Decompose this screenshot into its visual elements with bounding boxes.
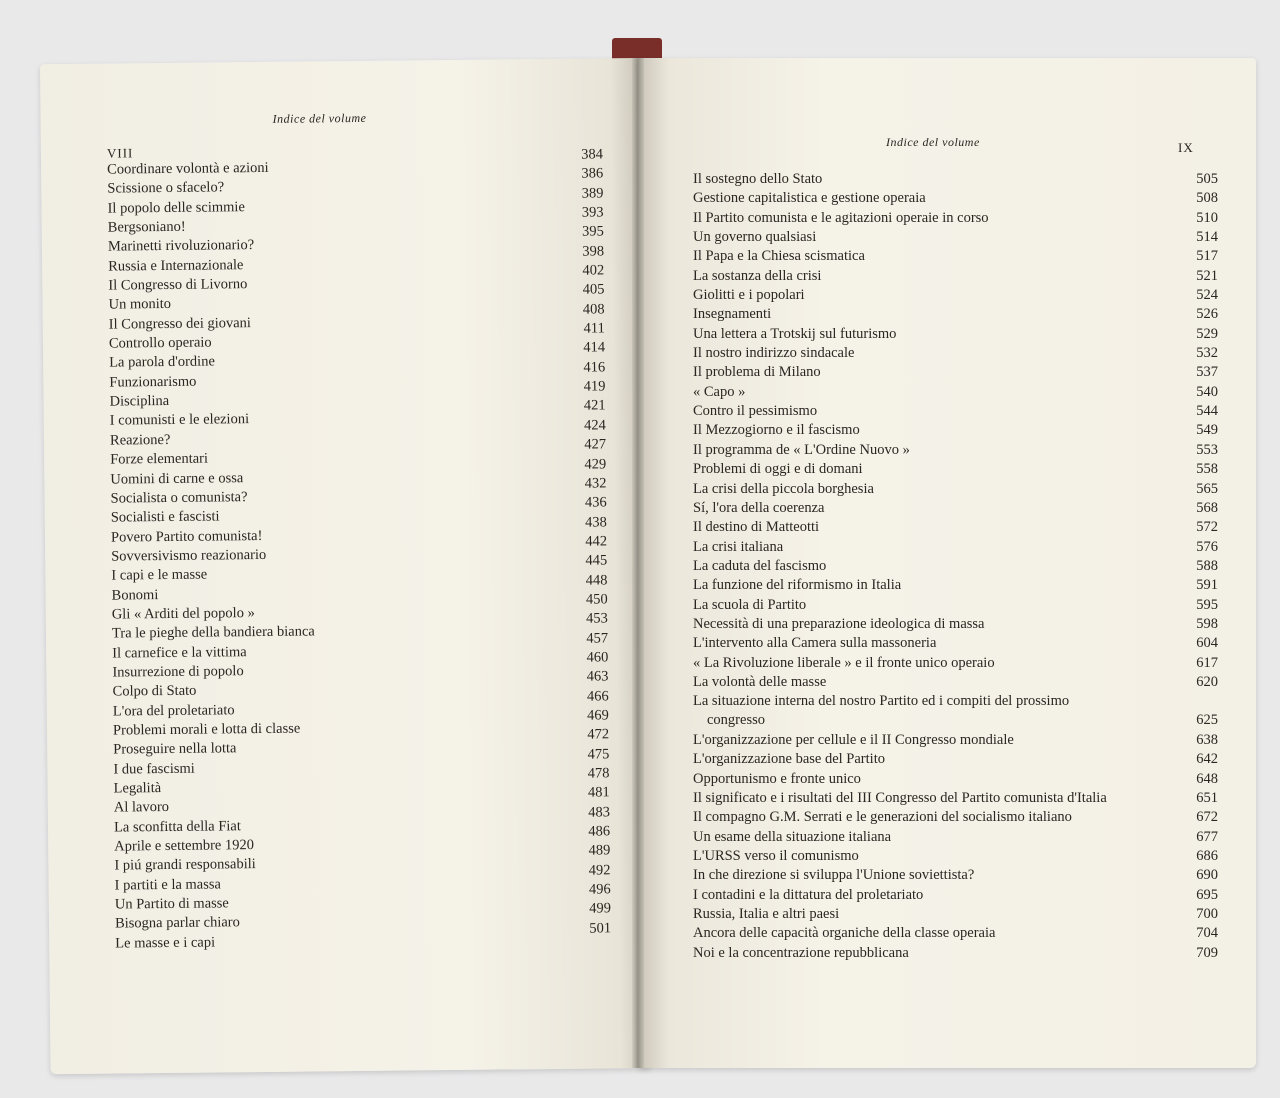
toc-entry-title: Il significato e i risultati del III Congresso del Partito comunista d'Italia xyxy=(693,790,1107,806)
toc-entry-page: 424 xyxy=(584,417,606,434)
toc-entry-page: 438 xyxy=(585,513,607,531)
toc-entry-title: Sí, l'ora della coerenza xyxy=(693,499,825,516)
running-head-right: Indice del volume xyxy=(886,135,980,149)
toc-entry-page: 553 xyxy=(1196,441,1218,458)
toc-entry xyxy=(693,209,1218,228)
toc-entry-title: Ancora delle capacità organiche della classe operaia xyxy=(693,925,996,942)
toc-entry-title: La scuola di Partito xyxy=(693,596,807,613)
toc-entry-title: Socialista o comunista? xyxy=(110,488,248,507)
toc-entry xyxy=(693,654,1218,673)
toc-entry xyxy=(693,480,1218,499)
toc-entry xyxy=(693,189,1218,208)
toc-entry-page: 568 xyxy=(1196,499,1218,516)
right-page xyxy=(638,58,1256,1068)
toc-entry-title: Un esame della situazione italiana xyxy=(693,828,892,845)
toc-entry xyxy=(693,363,1218,382)
toc-entry xyxy=(693,886,1218,905)
toc-entry-page: 427 xyxy=(584,436,607,453)
toc-entry-title: Problemi di oggi e di domani xyxy=(693,461,863,478)
toc-entry-title: I partiti e la massa xyxy=(114,876,222,894)
toc-entry-title: Insurrezione di popolo xyxy=(112,663,244,681)
toc-entry-page: 625 xyxy=(1196,712,1218,729)
toc-entry xyxy=(693,576,1218,595)
open-book xyxy=(40,32,1262,1084)
toc-entry-title: Bonomi xyxy=(111,586,159,604)
toc-entry-page: 414 xyxy=(583,339,606,357)
toc-entry xyxy=(693,924,1218,943)
toc-entry-page: 453 xyxy=(586,610,608,627)
toc-entry xyxy=(693,383,1218,402)
toc-entry-title: L'organizzazione base del Partito xyxy=(693,751,885,768)
toc-entry xyxy=(693,692,1218,731)
toc-entry-title: Il Congresso dei giovani xyxy=(108,314,252,333)
toc-entry-title: L'intervento alla Camera sulla massoneria xyxy=(693,635,937,652)
toc-entry-title: Il Mezzogiorno e il fascismo xyxy=(693,422,860,439)
toc-entry-title: Il problema di Milano xyxy=(693,364,821,381)
toc-entry-page: 457 xyxy=(586,629,609,647)
toc-entry xyxy=(693,460,1218,479)
toc-entry-page: 695 xyxy=(1196,886,1218,903)
toc-entry xyxy=(693,750,1218,769)
toc-entry-page: 395 xyxy=(581,223,604,240)
toc-entry-page: 481 xyxy=(587,784,610,801)
folio-right: IX xyxy=(1178,140,1194,155)
toc-entry-page: 576 xyxy=(1196,538,1218,555)
toc-entry-page: 604 xyxy=(1196,635,1218,652)
toc-entry-page: 540 xyxy=(1196,383,1218,400)
toc-entry-page: 690 xyxy=(1196,867,1218,884)
toc-entry-title: La volontà delle masse xyxy=(693,673,827,690)
toc-list-right xyxy=(693,170,1218,963)
toc-entry-title: La crisi della piccola borghesia xyxy=(693,480,874,497)
toc-entry-title: Al lavoro xyxy=(113,799,170,816)
toc-entry-title: Povero Partito comunista! xyxy=(110,527,263,546)
toc-entry-page: 558 xyxy=(1196,461,1218,478)
toc-entry-title: Insegnamenti xyxy=(693,306,772,323)
toc-entry-page: 638 xyxy=(1196,731,1218,748)
toc-entry-title: Gestione capitalistica e gestione operaia xyxy=(693,190,926,207)
toc-entry-page: 466 xyxy=(586,687,609,705)
toc-entry-page: 514 xyxy=(1196,229,1218,246)
toc-entry-page: 405 xyxy=(582,281,605,299)
toc-entry-title: Forze elementari xyxy=(110,450,209,468)
toc-entry-page: 517 xyxy=(1196,248,1218,265)
toc-entry-title: La caduta del fascismo xyxy=(693,557,827,574)
toc-entry-page: 460 xyxy=(586,649,609,666)
toc-entry-title: I piú grandi responsabili xyxy=(114,856,256,874)
toc-entry xyxy=(693,325,1218,344)
toc-entry-title: Scissione o sfacelo? xyxy=(107,179,225,197)
toc-entry-title: I contadini e la dittatura del proletariato xyxy=(693,886,924,903)
toc-entry-page: 532 xyxy=(1196,345,1218,362)
toc-entry xyxy=(693,286,1218,305)
running-head-left: Indice del volume xyxy=(272,110,367,126)
toc-entry xyxy=(693,596,1218,615)
toc-entry-title: Bergsoniano! xyxy=(107,218,186,236)
toc-entry-title: La funzione del riformismo in Italia xyxy=(693,577,902,594)
toc-entry-title: Proseguire nella lotta xyxy=(113,740,237,758)
toc-entry xyxy=(693,344,1218,363)
toc-entry-page: 384 xyxy=(581,146,604,163)
toc-entry xyxy=(693,441,1218,460)
toc-entry-title: Giolitti e i popolari xyxy=(693,287,805,304)
toc-entry-page: 508 xyxy=(1196,190,1218,207)
toc-entry-page: 489 xyxy=(588,842,611,859)
toc-entry-page: 642 xyxy=(1196,751,1218,768)
toc-entry-page: 408 xyxy=(582,301,605,318)
toc-entry-page: 526 xyxy=(1196,306,1218,323)
toc-entry xyxy=(693,808,1218,827)
toc-entry-page: 648 xyxy=(1196,770,1218,787)
toc-entry-title: Il nostro indirizzo sindacale xyxy=(693,345,855,362)
toc-entry-title: La crisi italiana xyxy=(693,538,784,555)
toc-entry-page: 529 xyxy=(1196,325,1218,342)
toc-entry-page: 499 xyxy=(589,900,611,917)
toc-entry-page: 402 xyxy=(582,262,605,279)
toc-entry-page: 469 xyxy=(587,707,609,724)
toc-entry-page: 709 xyxy=(1196,944,1218,961)
toc-entry-page: 398 xyxy=(582,243,605,260)
toc-entry xyxy=(693,557,1218,576)
toc-entry-page: 505 xyxy=(1196,171,1218,187)
toc-entry xyxy=(693,267,1218,286)
toc-entry-page: 416 xyxy=(583,359,606,376)
toc-entry-title: Uomini di carne e ossa xyxy=(110,469,244,488)
toc-entry xyxy=(693,228,1218,247)
toc-entry-title: I due fascismi xyxy=(113,760,195,778)
toc-entry xyxy=(693,518,1218,537)
toc-entry-title: In che direzione si sviluppa l'Unione soviettista? xyxy=(693,867,975,884)
toc-entry-page: 501 xyxy=(589,920,612,937)
toc-entry-title: La situazione interna del nostro Partito ed i compiti del prossimo xyxy=(693,693,1070,710)
toc-entry-page: 617 xyxy=(1196,654,1218,671)
toc-entry-title: Sovversivismo reazionario xyxy=(111,546,267,565)
toc-entry xyxy=(693,305,1218,324)
toc-entry-title: Reazione? xyxy=(109,431,171,449)
toc-entry-title: Il Partito comunista e le agitazioni operaie in corso xyxy=(693,209,989,226)
toc-entry-title: Il compagno G.M. Serrati e le generazioni del socialismo italiano xyxy=(693,809,1072,826)
toc-entry xyxy=(693,905,1218,924)
toc-entry xyxy=(693,499,1218,518)
toc-entry-title: Il popolo delle scimmie xyxy=(107,198,245,217)
toc-entry xyxy=(693,402,1218,421)
toc-entry-title: Disciplina xyxy=(109,393,170,410)
toc-entry-title: Un governo qualsiasi xyxy=(693,229,817,246)
toc-entry-title: Russia e Internazionale xyxy=(108,256,244,275)
toc-entry-page: 549 xyxy=(1196,422,1218,439)
toc-entry-title: La sostanza della crisi xyxy=(693,267,822,284)
toc-entry-page: 672 xyxy=(1196,809,1218,826)
toc-entry-page: 686 xyxy=(1196,848,1218,865)
toc-entry-page: 598 xyxy=(1196,615,1218,632)
toc-entry-title: Una lettera a Trotskij sul futurismo xyxy=(693,325,897,342)
toc-entry-title: Un Partito di masse xyxy=(114,895,229,913)
toc-entry-title: I capi e le masse xyxy=(111,566,208,584)
toc-entry-page: 704 xyxy=(1196,925,1218,942)
toc-entry xyxy=(693,247,1218,266)
toc-entry-title: Controllo operaio xyxy=(108,334,212,352)
toc-entry xyxy=(693,634,1218,653)
toc-entry-page: 389 xyxy=(581,185,604,202)
toc-entry-page: 421 xyxy=(583,397,606,415)
toc-entry xyxy=(693,847,1218,866)
toc-entry-title: Tra le pieghe della bandiera bianca xyxy=(111,623,315,642)
toc-entry-title: Opportunismo e fronte unico xyxy=(693,770,861,787)
folio-left: VIII xyxy=(106,145,134,161)
toc-entry-title: L'ora del proletariato xyxy=(112,701,235,720)
toc-entry-page: 572 xyxy=(1196,519,1218,536)
toc-entry xyxy=(693,789,1218,808)
toc-entry-title: Il Papa e la Chiesa scismatica xyxy=(693,248,865,265)
toc-entry xyxy=(693,421,1218,440)
toc-entry-title: Aprile e settembre 1920 xyxy=(114,837,255,855)
toc-entry-title: Coordinare volontà e azioni xyxy=(107,159,269,178)
toc-entry-page: 524 xyxy=(1196,287,1218,304)
toc-entry-title: Funzionarismo xyxy=(109,373,197,391)
toc-entry xyxy=(693,170,1218,189)
toc-entry-title: La parola d'ordine xyxy=(109,353,215,372)
toc-entry-page: 591 xyxy=(1196,577,1218,594)
toc-entry-page: 700 xyxy=(1196,906,1218,923)
toc-entry-page: 445 xyxy=(585,552,608,569)
toc-entry xyxy=(693,828,1218,847)
book-gutter xyxy=(632,58,644,1068)
toc-entry-title: Un monito xyxy=(108,296,172,313)
toc-entry-page: 537 xyxy=(1196,364,1218,381)
toc-entry-page: 492 xyxy=(588,862,611,879)
toc-entry-title: Le masse e i capi xyxy=(115,934,216,952)
toc-entry-page: 620 xyxy=(1196,673,1218,690)
toc-entry-title: Socialisti e fascisti xyxy=(110,508,220,526)
toc-entry-title: Il destino di Matteotti xyxy=(693,519,820,536)
toc-entry-title: Noi e la concentrazione repubblicana xyxy=(693,944,909,961)
toc-entry-page: 448 xyxy=(585,571,608,589)
toc-entry-page: 450 xyxy=(585,591,608,608)
toc-entry-page: 510 xyxy=(1196,209,1218,226)
toc-entry-page: 588 xyxy=(1196,557,1218,574)
toc-entry-page: 483 xyxy=(588,804,610,821)
toc-entry-title: Il carnefice e la vittima xyxy=(112,643,247,662)
toc-entry-title: Legalità xyxy=(113,780,162,797)
toc-entry-page: 595 xyxy=(1196,596,1218,613)
toc-entry-title: L'URSS verso il comunismo xyxy=(693,848,859,865)
left-page xyxy=(40,58,651,1074)
toc-entry-page: 411 xyxy=(583,320,605,337)
toc-entry-page: 442 xyxy=(585,533,608,550)
toc-entry-page: 677 xyxy=(1196,828,1218,845)
toc-entry-title: Contro il pessimismo xyxy=(693,403,818,420)
toc-entry-page: 463 xyxy=(586,668,609,685)
toc-entry-page: 544 xyxy=(1196,403,1218,420)
toc-entry-page: 475 xyxy=(587,746,610,763)
toc-entry-page: 393 xyxy=(581,204,604,221)
toc-entry xyxy=(693,944,1218,963)
toc-entry-page: 486 xyxy=(588,823,611,840)
toc-entry-title: Il Congresso di Livorno xyxy=(108,276,248,294)
toc-entry-title: I comunisti e le elezioni xyxy=(109,411,250,430)
toc-entry xyxy=(693,731,1218,750)
toc-entry-page: 432 xyxy=(584,475,607,492)
toc-entry-title: L'organizzazione per cellule e il II Congresso mondiale xyxy=(693,731,1014,748)
toc-entry-page: 565 xyxy=(1196,480,1218,497)
toc-entry-title: Il programma de « L'Ordine Nuovo » xyxy=(693,441,910,458)
toc-entry-page: 436 xyxy=(584,494,607,511)
toc-entry-title: Necessità di una preparazione ideologica di massa xyxy=(693,615,985,632)
toc-entry xyxy=(693,770,1218,789)
toc-entry xyxy=(693,866,1218,885)
toc-entry-title: Problemi morali e lotta di classe xyxy=(112,720,301,739)
toc-entry-page: 429 xyxy=(584,455,607,473)
toc-entry-title: « La Rivoluzione liberale » e il fronte unico operaio xyxy=(693,654,995,671)
toc-entry-title: Bisogna parlar chiaro xyxy=(114,914,240,932)
toc-entry-page: 419 xyxy=(583,378,606,395)
toc-entry-page: 496 xyxy=(588,881,611,898)
toc-entry-page: 478 xyxy=(587,765,610,782)
toc-entry-title: Colpo di Stato xyxy=(112,682,197,700)
toc-entry-page: 521 xyxy=(1196,267,1218,284)
toc-entry-title: Marinetti rivoluzionario? xyxy=(107,237,255,255)
toc-entry-title: La sconfitta della Fiat xyxy=(113,817,241,836)
toc-entry-title: « Capo » xyxy=(693,383,746,400)
toc-entry-title: Il sostegno dello Stato xyxy=(693,171,823,187)
toc-entry-title: Gli « Arditi del popolo » xyxy=(111,604,255,623)
toc-entry-page: 386 xyxy=(581,165,604,182)
toc-entry-title-continued: congresso xyxy=(707,712,765,729)
toc-entry xyxy=(693,615,1218,634)
toc-entry xyxy=(693,538,1218,557)
toc-entry-title: Russia, Italia e altri paesi xyxy=(693,906,840,923)
toc-entry-page: 651 xyxy=(1196,790,1218,806)
toc-entry xyxy=(693,673,1218,692)
toc-entry-page: 472 xyxy=(587,726,610,743)
